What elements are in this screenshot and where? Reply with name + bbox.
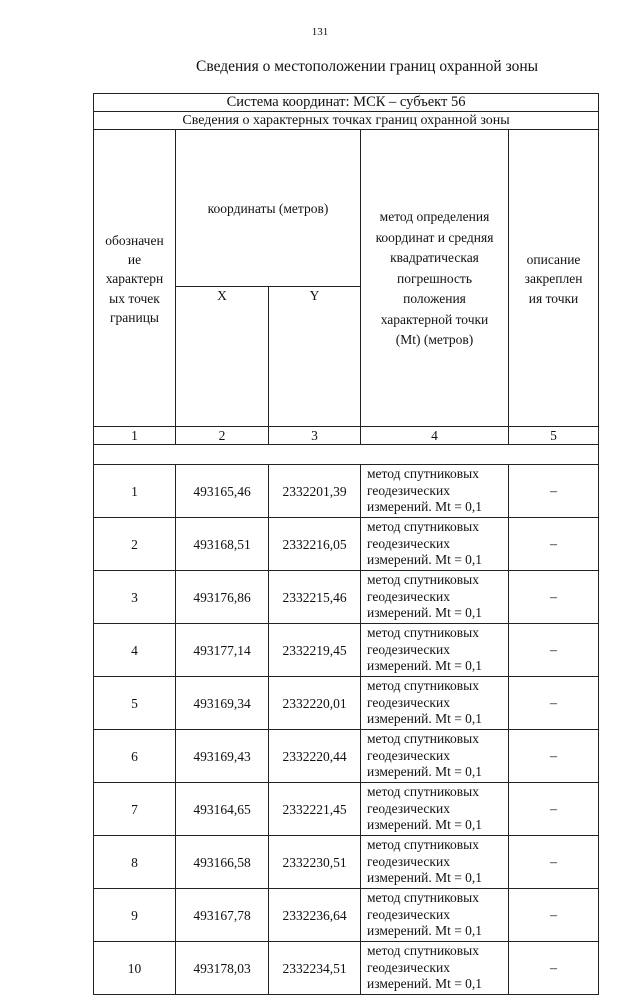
coordinates-table <box>93 93 599 995</box>
point-column-header <box>94 130 176 427</box>
y-coordinate-cell: 2332230,51 <box>269 836 361 889</box>
method-line: измерений. Mt = 0,1 <box>367 923 483 939</box>
point-cell: 3 <box>94 571 176 624</box>
method-cell <box>361 889 509 942</box>
method-cell <box>361 836 509 889</box>
x-column-header: X <box>176 287 269 427</box>
coordinate-system-header: Система координат: МСК – субъект 56 <box>94 94 599 112</box>
method-line: измерений. Mt = 0,1 <box>367 552 483 568</box>
method-cell <box>361 783 509 836</box>
column-numbers-row <box>94 427 599 445</box>
table-row <box>94 518 599 571</box>
method-cell <box>361 942 509 995</box>
description-header-line: закреплен <box>524 271 583 287</box>
method-cell <box>361 571 509 624</box>
column-number: 4 <box>361 427 509 445</box>
table-row <box>94 571 599 624</box>
y-coordinate-cell: 2332219,45 <box>269 624 361 677</box>
coordinate-system-header-row <box>94 94 599 112</box>
method-line: метод спутниковых <box>367 572 479 588</box>
method-cell <box>361 624 509 677</box>
method-line: метод спутниковых <box>367 678 479 694</box>
x-coordinate-cell: 493169,34 <box>176 677 269 730</box>
column-number: 3 <box>269 427 361 445</box>
column-number: 5 <box>509 427 599 445</box>
column-header-row <box>94 130 599 287</box>
table-row <box>94 783 599 836</box>
method-line: геодезических <box>367 853 450 869</box>
method-line: измерений. Mt = 0,1 <box>367 817 483 833</box>
y-coordinate-cell: 2332221,45 <box>269 783 361 836</box>
method-header-line: положения <box>403 291 466 307</box>
method-header-line: (Mt) (метров) <box>395 332 474 348</box>
description-cell: – <box>509 518 599 571</box>
method-line: измерений. Mt = 0,1 <box>367 499 483 515</box>
method-cell <box>361 677 509 730</box>
x-coordinate-cell: 493168,51 <box>176 518 269 571</box>
point-header-line: границы <box>109 309 160 325</box>
description-column-header <box>509 130 599 427</box>
point-cell: 6 <box>94 730 176 783</box>
empty-separator-cell <box>94 445 599 465</box>
method-line: геодезических <box>367 906 450 922</box>
point-cell: 9 <box>94 889 176 942</box>
point-cell: 10 <box>94 942 176 995</box>
method-header-line: характерной точки <box>380 311 489 327</box>
method-line: геодезических <box>367 641 450 657</box>
points-info-header: Сведения о характерных точках границ охранной зоны <box>94 112 599 130</box>
method-line: метод спутниковых <box>367 890 479 906</box>
method-line: измерений. Mt = 0,1 <box>367 658 483 674</box>
method-line: измерений. Mt = 0,1 <box>367 711 483 727</box>
description-header-line: ия точки <box>528 290 579 306</box>
table-row <box>94 465 599 518</box>
description-cell: – <box>509 730 599 783</box>
y-column-header: Y <box>269 287 361 427</box>
table-row <box>94 942 599 995</box>
table-row <box>94 836 599 889</box>
method-header-line: метод определения <box>379 209 490 225</box>
y-coordinate-cell: 2332236,64 <box>269 889 361 942</box>
y-coordinate-cell: 2332220,01 <box>269 677 361 730</box>
method-header-line: погрешность <box>396 270 472 286</box>
document-title: Сведения о местоположении границ охранной зоны <box>196 58 539 75</box>
point-cell: 7 <box>94 783 176 836</box>
table-row <box>94 677 599 730</box>
x-coordinate-cell: 493165,46 <box>176 465 269 518</box>
method-line: метод спутниковых <box>367 784 479 800</box>
point-cell: 2 <box>94 518 176 571</box>
method-line: измерений. Mt = 0,1 <box>367 870 483 886</box>
y-coordinate-cell: 2332201,39 <box>269 465 361 518</box>
x-coordinate-cell: 493169,43 <box>176 730 269 783</box>
points-info-header-row <box>94 112 599 130</box>
x-coordinate-cell: 493178,03 <box>176 942 269 995</box>
method-line: метод спутниковых <box>367 519 479 535</box>
method-cell <box>361 518 509 571</box>
x-coordinate-cell: 493164,65 <box>176 783 269 836</box>
description-cell: – <box>509 677 599 730</box>
method-header-line: квадратическая <box>390 250 479 266</box>
method-line: геодезических <box>367 588 450 604</box>
method-line: метод спутниковых <box>367 731 479 747</box>
column-number: 1 <box>94 427 176 445</box>
x-coordinate-cell: 493177,14 <box>176 624 269 677</box>
method-line: геодезических <box>367 747 450 763</box>
coords-column-header: координаты (метров) <box>176 130 361 287</box>
point-header-line: обозначен <box>105 232 164 248</box>
column-number: 2 <box>176 427 269 445</box>
point-header-line: ых точек <box>109 290 160 306</box>
description-header-line: описание <box>526 252 581 268</box>
page-number: 131 <box>311 26 329 38</box>
description-cell: – <box>509 783 599 836</box>
point-header-line: ие <box>127 252 142 268</box>
description-cell: – <box>509 624 599 677</box>
point-cell: 5 <box>94 677 176 730</box>
description-cell: – <box>509 465 599 518</box>
method-line: метод спутниковых <box>367 837 479 853</box>
point-header-line: характерн <box>105 271 164 287</box>
x-coordinate-cell: 493167,78 <box>176 889 269 942</box>
description-cell: – <box>509 836 599 889</box>
point-cell: 8 <box>94 836 176 889</box>
description-cell: – <box>509 942 599 995</box>
table-row <box>94 624 599 677</box>
method-line: измерений. Mt = 0,1 <box>367 976 483 992</box>
method-line: метод спутниковых <box>367 466 479 482</box>
method-cell <box>361 730 509 783</box>
description-cell: – <box>509 889 599 942</box>
method-column-header <box>361 130 509 427</box>
description-cell: – <box>509 571 599 624</box>
x-coordinate-cell: 493166,58 <box>176 836 269 889</box>
method-line: метод спутниковых <box>367 625 479 641</box>
method-line: геодезических <box>367 959 450 975</box>
y-coordinate-cell: 2332220,44 <box>269 730 361 783</box>
x-coordinate-cell: 493176,86 <box>176 571 269 624</box>
method-line: геодезических <box>367 535 450 551</box>
method-line: геодезических <box>367 800 450 816</box>
y-coordinate-cell: 2332215,46 <box>269 571 361 624</box>
point-cell: 1 <box>94 465 176 518</box>
method-cell <box>361 465 509 518</box>
method-line: геодезических <box>367 694 450 710</box>
point-cell: 4 <box>94 624 176 677</box>
method-line: измерений. Mt = 0,1 <box>367 764 483 780</box>
method-header-line: координат и средняя <box>375 229 494 245</box>
table-row <box>94 730 599 783</box>
method-line: измерений. Mt = 0,1 <box>367 605 483 621</box>
y-coordinate-cell: 2332234,51 <box>269 942 361 995</box>
table-row <box>94 889 599 942</box>
y-coordinate-cell: 2332216,05 <box>269 518 361 571</box>
method-line: геодезических <box>367 482 450 498</box>
empty-separator-row <box>94 445 599 465</box>
method-line: метод спутниковых <box>367 943 479 959</box>
